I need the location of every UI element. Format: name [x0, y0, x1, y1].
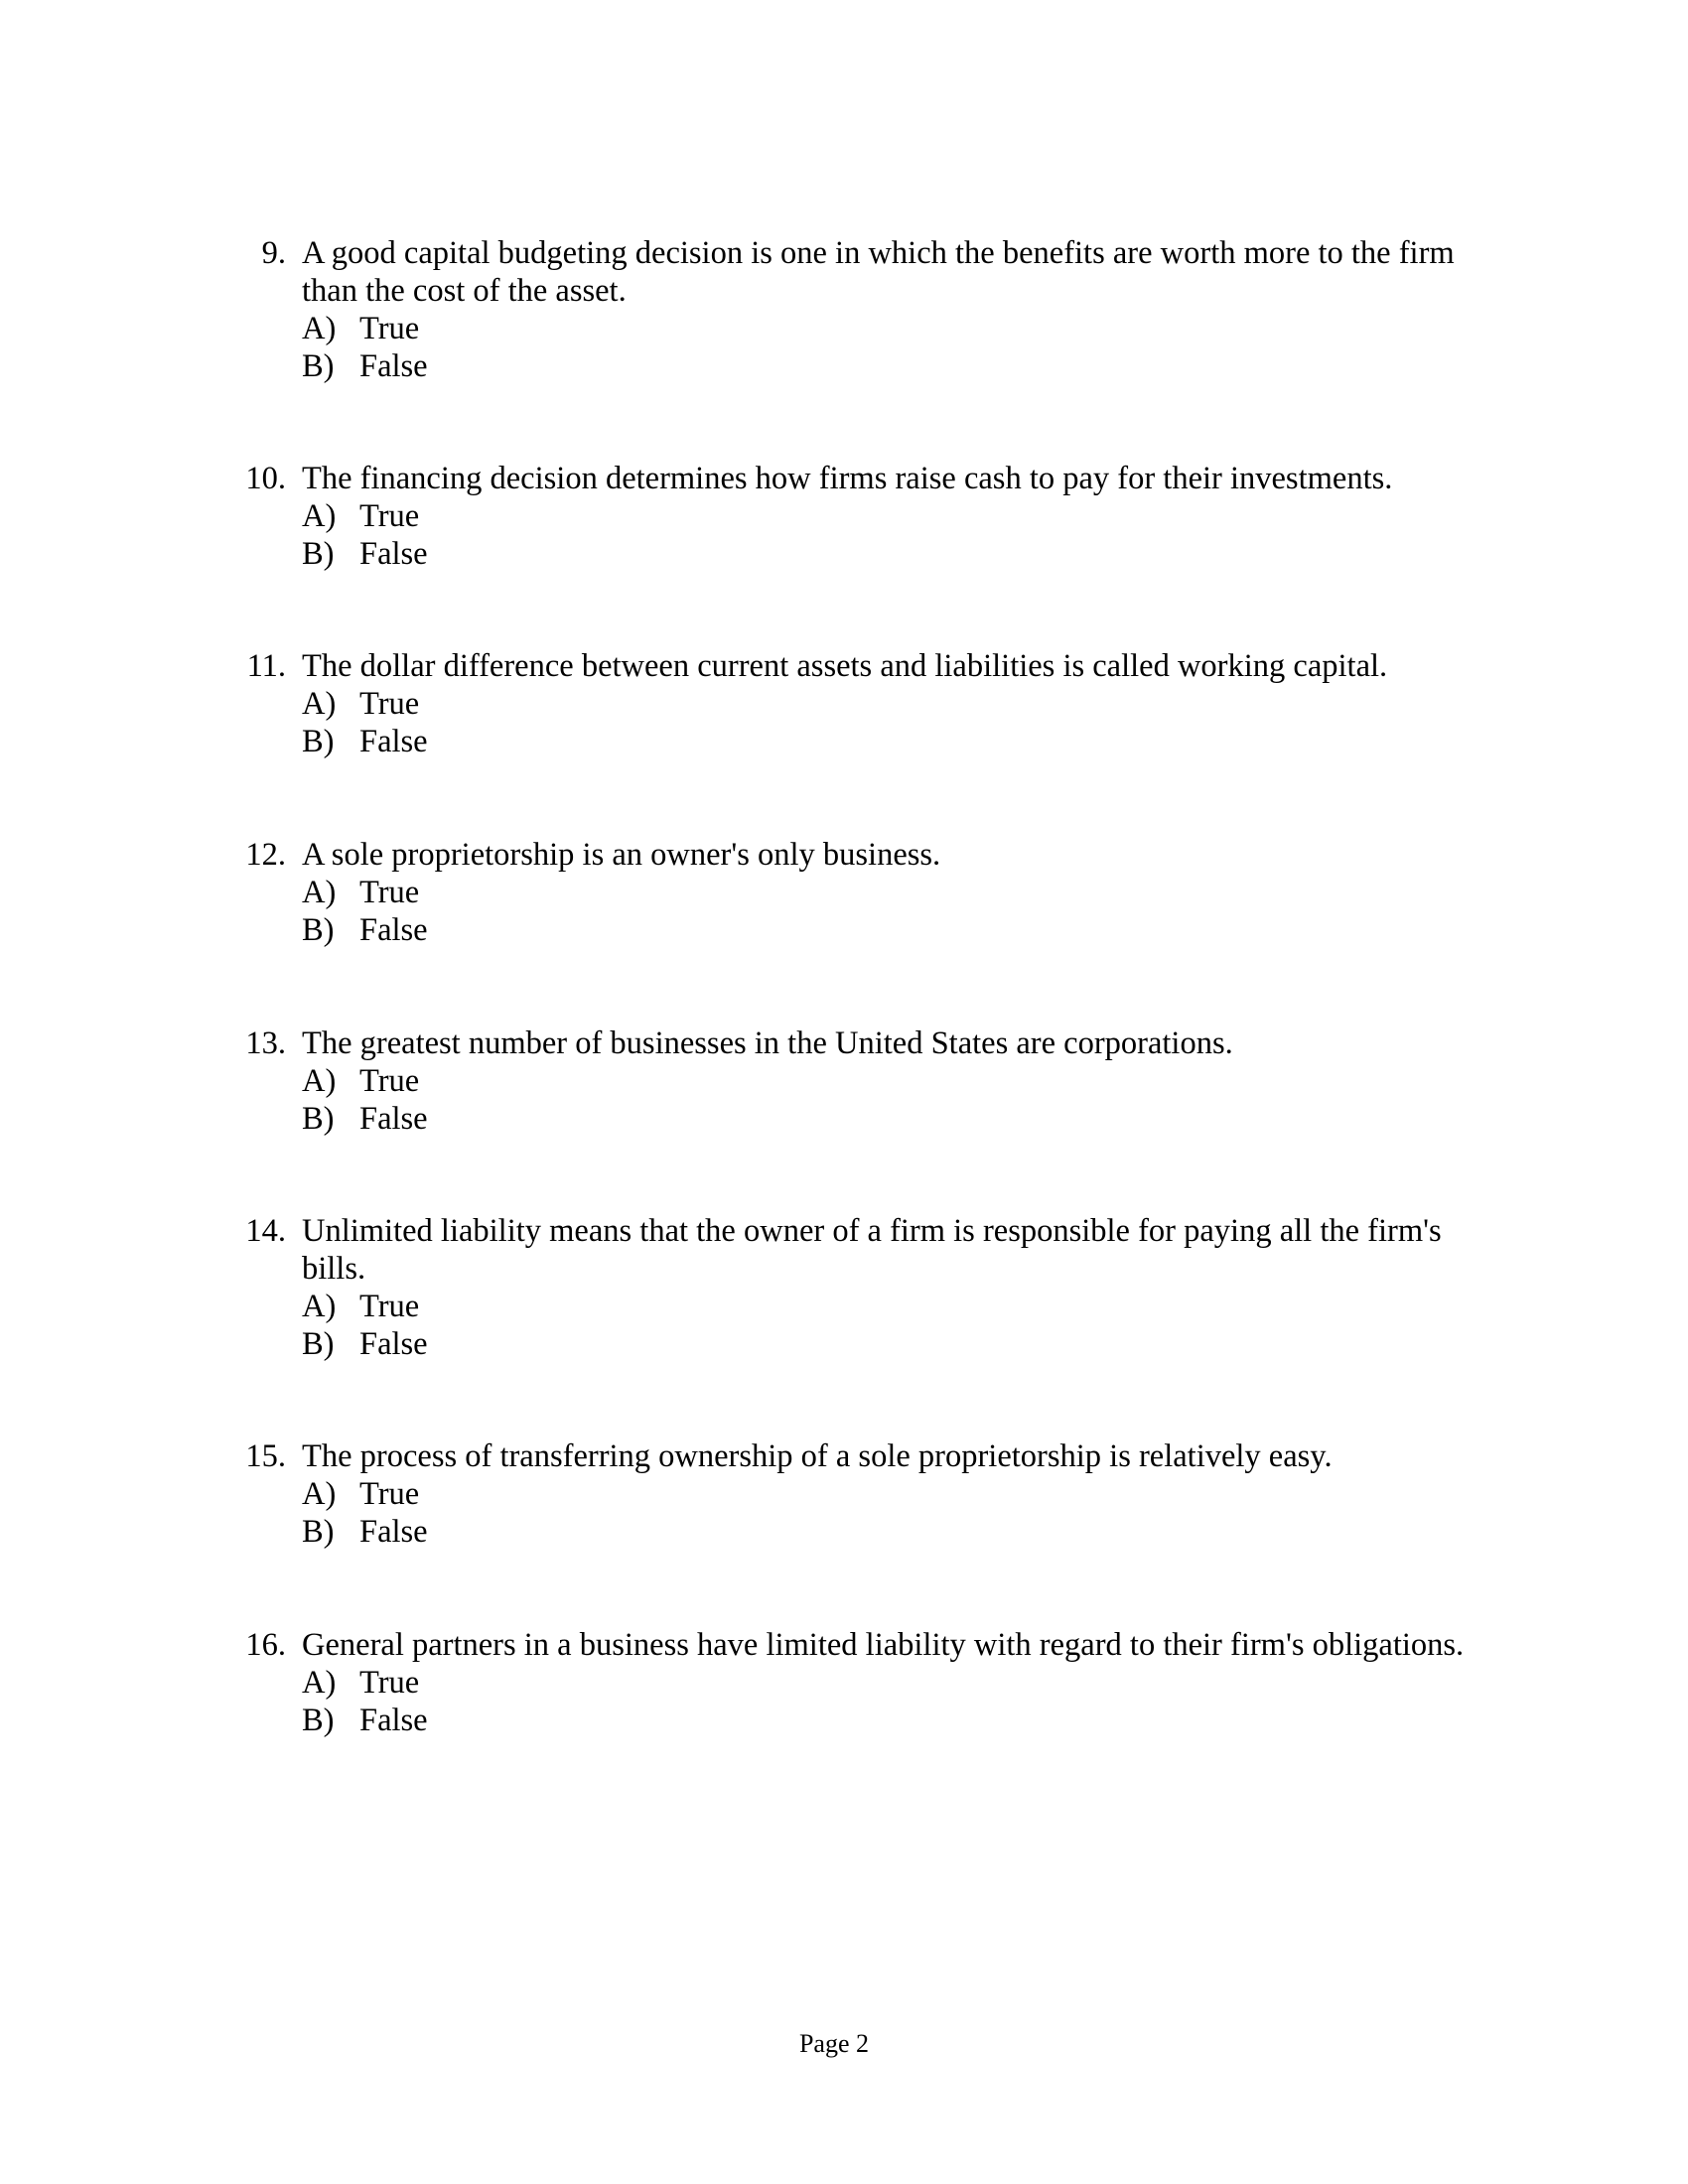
question-text: A good capital budgeting decision is one in which the benefits are worth more to the firm than the cost of the asset.: [302, 235, 1455, 309]
option-letter: A): [302, 1063, 337, 1099]
answer-option[interactable]: [302, 1475, 1485, 1513]
question-text: The dollar difference between current assets and liabilities is called working capital.: [302, 648, 1388, 684]
question-content: [302, 1626, 1485, 1739]
answer-option[interactable]: [302, 1702, 1485, 1739]
answer-option[interactable]: [302, 1062, 1485, 1100]
answer-option[interactable]: [302, 1100, 1485, 1138]
question-content: [302, 1437, 1485, 1551]
answer-option[interactable]: [302, 1325, 1485, 1363]
option-letter: B): [302, 1703, 335, 1738]
answer-option[interactable]: [302, 1513, 1485, 1551]
option-letter: A): [302, 686, 337, 722]
option-letter: B): [302, 1514, 335, 1550]
answer-option[interactable]: [302, 497, 1485, 535]
question-content: [302, 647, 1485, 760]
answer-option[interactable]: [302, 874, 1485, 911]
question-content: [302, 1212, 1485, 1363]
question-text: The financing decision determines how firms raise cash to pay for their investments.: [302, 461, 1393, 496]
answer-option[interactable]: [302, 1288, 1485, 1325]
option-letter: A): [302, 1665, 337, 1701]
option-label: True: [359, 1665, 420, 1701]
question-number: 14.: [245, 1213, 286, 1249]
option-letter: A): [302, 498, 337, 534]
question-text: General partners in a business have limited liability with regard to their firm's obligations.: [302, 1627, 1465, 1663]
option-label: True: [359, 498, 420, 534]
answer-option[interactable]: [302, 1664, 1485, 1702]
question-text: The greatest number of businesses in the United States are corporations.: [302, 1025, 1233, 1061]
answer-option[interactable]: [302, 723, 1485, 760]
option-letter: B): [302, 348, 335, 384]
question-number: 15.: [245, 1438, 286, 1474]
option-label: False: [359, 1514, 428, 1550]
answer-option[interactable]: [302, 911, 1485, 949]
question-content: [302, 1024, 1485, 1138]
question-text: The process of transferring ownership of a sole proprietorship is relatively easy.: [302, 1438, 1333, 1474]
option-label: False: [359, 536, 428, 572]
page-number: Page 2: [798, 2029, 870, 2058]
question-content: [302, 234, 1485, 385]
option-letter: B): [302, 912, 335, 948]
question-text: A sole proprietorship is an owner's only business.: [302, 837, 941, 873]
question-number: 16.: [245, 1627, 286, 1663]
option-label: False: [359, 1326, 428, 1362]
option-letter: B): [302, 1101, 335, 1137]
question-content: [302, 836, 1485, 949]
option-label: True: [359, 875, 420, 910]
answer-option[interactable]: [302, 347, 1485, 385]
option-label: True: [359, 1476, 420, 1512]
question-number: 11.: [246, 648, 286, 684]
option-label: False: [359, 348, 428, 384]
option-letter: A): [302, 875, 337, 910]
answer-option[interactable]: [302, 535, 1485, 573]
question-text: Unlimited liability means that the owner of a firm is responsible for paying all the firm's bills.: [302, 1213, 1442, 1287]
option-letter: A): [302, 311, 337, 346]
option-label: False: [359, 1703, 428, 1738]
option-letter: A): [302, 1476, 337, 1512]
option-label: True: [359, 1289, 420, 1324]
option-letter: B): [302, 536, 335, 572]
answer-option[interactable]: [302, 310, 1485, 347]
option-label: True: [359, 311, 420, 346]
question-number: 13.: [245, 1025, 286, 1061]
option-label: False: [359, 724, 428, 759]
question-content: [302, 460, 1485, 573]
question-number: 9.: [261, 235, 286, 271]
option-letter: B): [302, 1326, 335, 1362]
option-label: True: [359, 1063, 420, 1099]
option-letter: B): [302, 724, 335, 759]
question-number: 10.: [245, 461, 286, 496]
option-letter: A): [302, 1289, 337, 1324]
option-label: False: [359, 912, 428, 948]
option-label: False: [359, 1101, 428, 1137]
option-label: True: [359, 686, 420, 722]
question-number: 12.: [245, 837, 286, 873]
answer-option[interactable]: [302, 685, 1485, 723]
